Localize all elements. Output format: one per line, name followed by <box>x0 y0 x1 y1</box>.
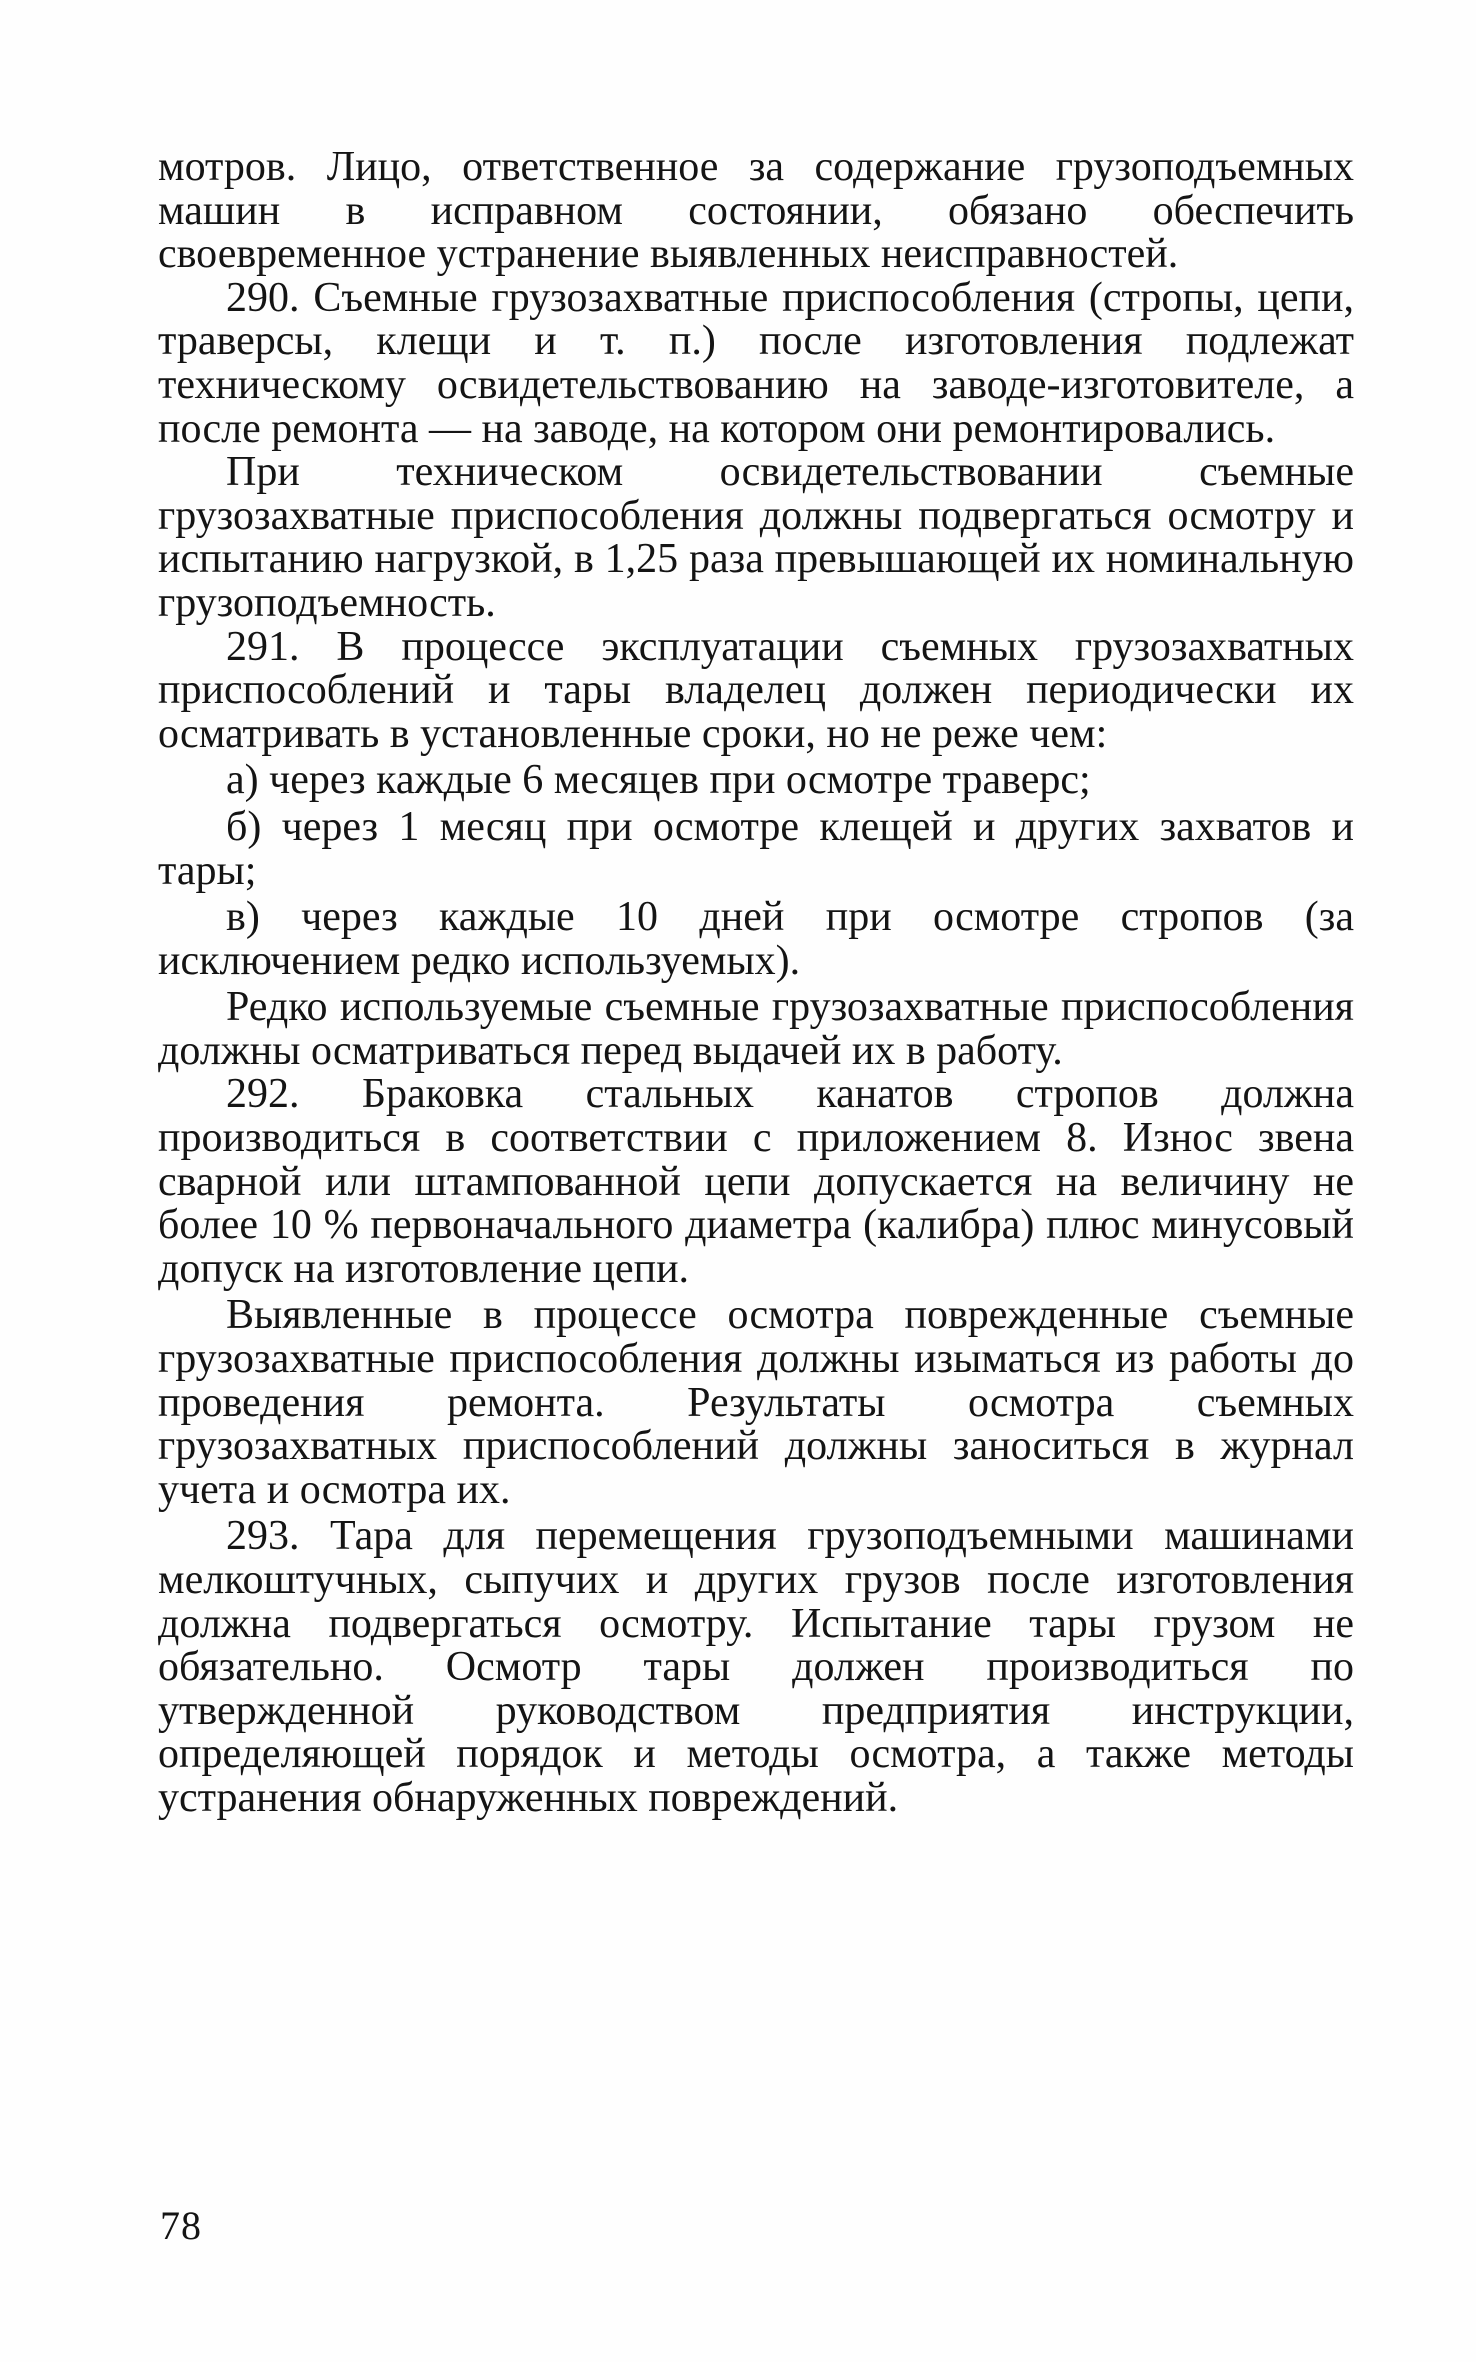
list-item-b: б) через 1 месяц при осмотре клещей и других захватов и тары; <box>158 803 1354 894</box>
list-item-v: в) через каждые 10 дней при осмотре стропов (за исключением редко используемых). <box>158 894 1354 984</box>
list-item-a: а) через каждые 6 месяцев при осмотре траверс; <box>226 757 1091 804</box>
paragraph-292: 292. Браковка стальных канатов стропов должна производиться в соответствии с приложением 8. Износ звена сварной или штампованной цепи допускается на величину не более 10 % первоначального диаметра (калибра) плюс минусовый допуск на изготовление цепи. <box>158 1071 1354 1292</box>
paragraph-290: 290. Съемные грузозахватные приспособления (стропы, цепи, траверсы, клещи и т. п.) после изготовления подлежат техническому освидетельствованию на заводе-изготовителе, а после ремонта — на заводе, на котором они ремонтировались. <box>158 274 1354 452</box>
page-number: 78 <box>160 2203 202 2248</box>
paragraph-continuation: мотров. Лицо, ответственное за содержание грузоподъемных машин в исправном состоянии, обязано обеспечить своевременное устранение выявленных неисправностей. <box>158 144 1354 278</box>
paragraph-rarely-used: Редко используемые съемные грузозахватные приспособления должны осматриваться перед выдачей их в работу. <box>158 984 1354 1074</box>
paragraph-damaged-removal: Выявленные в процессе осмотра поврежденные съемные грузозахватные приспособления должны изыматься из работы до проведения ремонта. Результаты осмотра съемных грузозахватных приспособлений должны заноситься в журнал учета и осмотра их. <box>158 1292 1354 1513</box>
paragraph-inspection-load-test: При техническом освидетельствовании съемные грузозахватные приспособления должны подвергаться осмотру и испытанию нагрузкой, в 1,25 раза превышающей их номинальную грузоподъемность. <box>158 449 1354 626</box>
page-body-text <box>158 146 1354 1821</box>
paragraph-293: 293. Тара для перемещения грузоподъемными машинами мелкоштучных, сыпучих и других грузов после изготовления должна подвергаться осмотру. Испытание тары грузом не обязательно. Осмотр тары должен производиться по утвержденной руководством предприятия инструкции, определяющей порядок и методы осмотра, а также методы устранения обнаруженных повреждений. <box>158 1513 1354 1821</box>
paragraph-291: 291. В процессе эксплуатации съемных грузозахватных приспособлений и тары владелец должен периодически их осматривать в установленные сроки, но не реже чем: <box>158 623 1354 757</box>
